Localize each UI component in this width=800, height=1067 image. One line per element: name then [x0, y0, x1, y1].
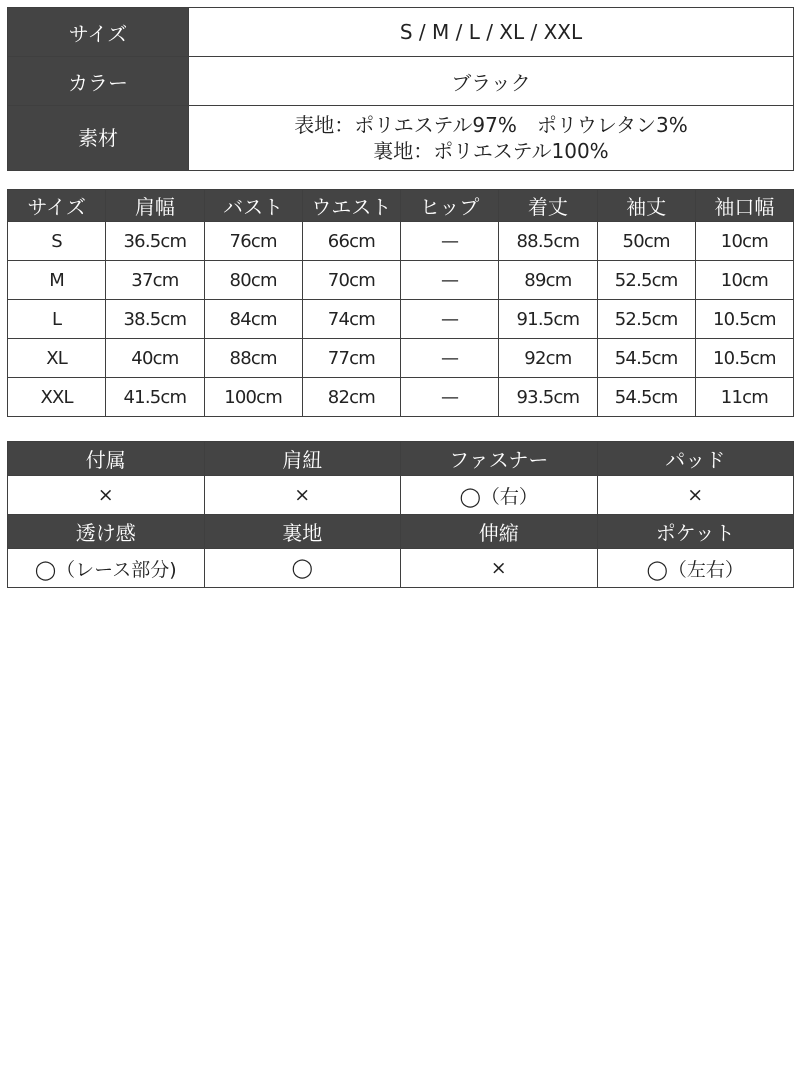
table-cell: 80cm [204, 261, 302, 300]
table-cell: 36.5cm [106, 222, 204, 261]
table-cell: XL [8, 339, 106, 378]
material-value [189, 106, 794, 171]
table-cell: 93.5cm [499, 378, 597, 417]
product-info-table [7, 7, 794, 171]
table-row [8, 222, 794, 261]
attribute-value-pads: × [597, 476, 794, 515]
attributes-header-row [8, 515, 794, 549]
attribute-value-stretch: × [401, 549, 598, 588]
table-cell: 54.5cm [597, 378, 695, 417]
table-cell: 84cm [204, 300, 302, 339]
size-chart-header-row [8, 190, 794, 222]
table-cell: 66cm [302, 222, 400, 261]
color-row [8, 57, 794, 106]
table-cell: 74cm [302, 300, 400, 339]
attribute-value-zipper: ◯（右） [401, 476, 598, 515]
table-cell: 52.5cm [597, 261, 695, 300]
color-value: ブラック [189, 57, 794, 106]
size-chart-header: 袖口幅 [695, 190, 793, 222]
attribute-value-pockets: ◯（左右） [597, 549, 794, 588]
material-line-outer: 表地：ポリエステル97% ポリウレタン3% [294, 113, 688, 137]
table-cell: 54.5cm [597, 339, 695, 378]
size-label: サイズ [8, 8, 189, 57]
table-cell: 10.5cm [695, 300, 793, 339]
attribute-value-sheerness: ◯（レース部分) [8, 549, 205, 588]
attributes-table [7, 441, 794, 588]
table-cell: — [401, 222, 499, 261]
color-label: カラー [8, 57, 189, 106]
size-chart-table [7, 189, 794, 417]
table-cell: 89cm [499, 261, 597, 300]
table-cell: 11cm [695, 378, 793, 417]
attribute-header-sheerness: 透け感 [8, 515, 205, 549]
table-cell: — [401, 300, 499, 339]
table-cell: 92cm [499, 339, 597, 378]
attribute-value-lining: ◯ [204, 549, 401, 588]
size-chart-header: 袖丈 [597, 190, 695, 222]
table-cell: 91.5cm [499, 300, 597, 339]
table-cell: 37cm [106, 261, 204, 300]
table-cell: 50cm [597, 222, 695, 261]
table-cell: 82cm [302, 378, 400, 417]
table-cell: 52.5cm [597, 300, 695, 339]
attributes-header-row [8, 442, 794, 476]
table-cell: 100cm [204, 378, 302, 417]
attribute-value-straps: × [204, 476, 401, 515]
attribute-header-lining: 裏地 [204, 515, 401, 549]
attributes-value-row [8, 549, 794, 588]
table-row [8, 339, 794, 378]
table-row [8, 261, 794, 300]
attribute-header-accessories: 付属 [8, 442, 205, 476]
table-cell: 10.5cm [695, 339, 793, 378]
table-row [8, 300, 794, 339]
size-chart-header: ヒップ [401, 190, 499, 222]
attribute-header-pockets: ポケット [597, 515, 794, 549]
table-cell: L [8, 300, 106, 339]
table-cell: 88.5cm [499, 222, 597, 261]
table-cell: M [8, 261, 106, 300]
material-line-lining: 裏地：ポリエステル100% [373, 139, 609, 163]
size-row [8, 8, 794, 57]
attribute-value-accessories: × [8, 476, 205, 515]
material-row [8, 106, 794, 171]
table-cell: 70cm [302, 261, 400, 300]
table-cell: XXL [8, 378, 106, 417]
table-cell: S [8, 222, 106, 261]
table-cell: 10cm [695, 222, 793, 261]
table-cell: 76cm [204, 222, 302, 261]
size-chart-header: 着丈 [499, 190, 597, 222]
size-chart-header: 肩幅 [106, 190, 204, 222]
table-cell: 40cm [106, 339, 204, 378]
table-cell: 38.5cm [106, 300, 204, 339]
attribute-header-straps: 肩紐 [204, 442, 401, 476]
size-chart-header: サイズ [8, 190, 106, 222]
attribute-header-zipper: ファスナー [401, 442, 598, 476]
size-chart-header: ウエスト [302, 190, 400, 222]
table-cell: 77cm [302, 339, 400, 378]
size-value: S / M / L / XL / XXL [189, 8, 794, 57]
size-chart-header: バスト [204, 190, 302, 222]
attribute-header-pads: パッド [597, 442, 794, 476]
table-cell: — [401, 378, 499, 417]
table-cell: 41.5cm [106, 378, 204, 417]
table-row [8, 378, 794, 417]
attribute-header-stretch: 伸縮 [401, 515, 598, 549]
table-cell: — [401, 339, 499, 378]
material-label: 素材 [8, 106, 189, 171]
table-cell: — [401, 261, 499, 300]
table-cell: 88cm [204, 339, 302, 378]
attributes-value-row [8, 476, 794, 515]
table-cell: 10cm [695, 261, 793, 300]
